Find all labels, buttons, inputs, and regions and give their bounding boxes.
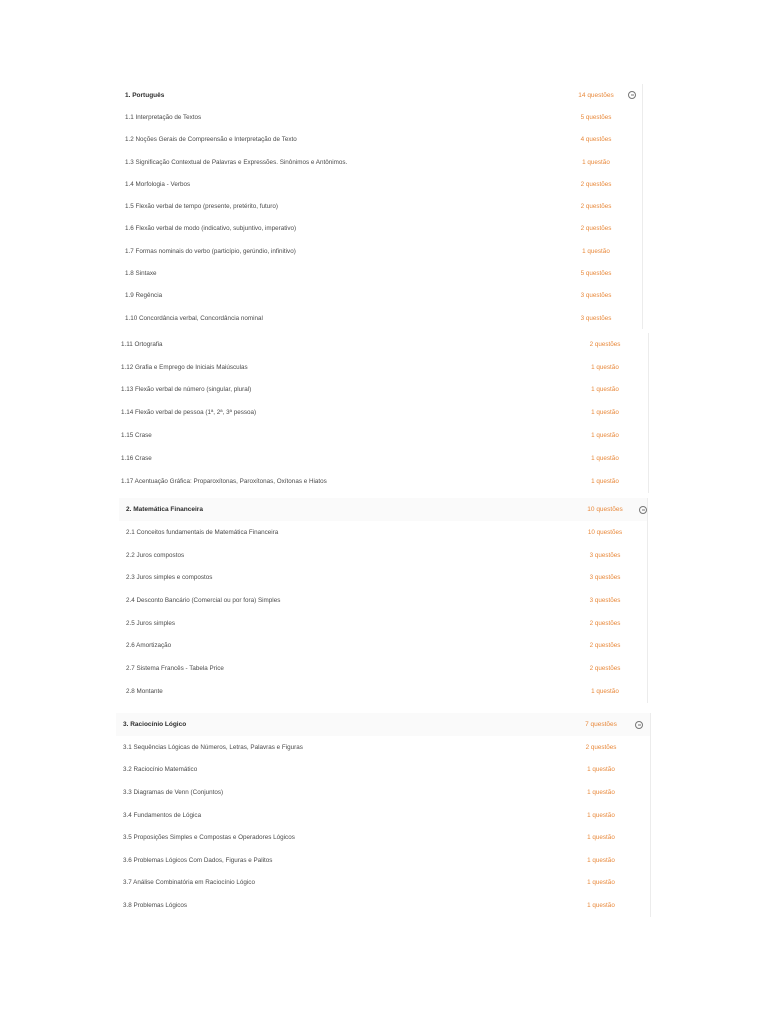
item-label: 1.13 Flexão verbal de número (singular, plural): [121, 386, 252, 394]
list-item[interactable]: [116, 736, 650, 759]
item-count: 1 questão: [587, 788, 615, 796]
list-item[interactable]: [116, 401, 648, 424]
item-label: 3.3 Diagramas de Venn (Conjuntos): [123, 788, 224, 796]
list-item[interactable]: [118, 307, 642, 329]
item-count: 3 questões: [589, 596, 621, 604]
item-label: 1.7 Formas nominais do verbo (particípio, gerúndio, infinitivo): [125, 247, 296, 255]
section-count: 7 questões: [585, 721, 617, 728]
item-count: 1 questão: [591, 454, 619, 462]
item-count: 1 questão: [591, 432, 619, 440]
item-count: 3 questões: [589, 551, 621, 559]
collapse-icon[interactable]: [635, 721, 643, 729]
item-count: 1 questão: [591, 687, 619, 695]
section-raciocinio-logico: [116, 713, 651, 917]
item-count: 2 questões: [589, 642, 621, 650]
list-item[interactable]: [118, 240, 642, 262]
item-label: 2.7 Sistema Francês - Tabela Price: [126, 664, 224, 672]
list-item[interactable]: [116, 872, 650, 895]
item-label: 1.5 Flexão verbal de tempo (presente, pretérito, futuro): [125, 203, 278, 211]
list-item[interactable]: [118, 195, 642, 217]
item-count: 1 questão: [582, 247, 610, 255]
collapse-icon[interactable]: [628, 91, 636, 99]
item-label: 3.2 Raciocínio Matemático: [123, 766, 198, 774]
item-count: 3 questões: [580, 314, 612, 322]
list-item[interactable]: [116, 470, 648, 493]
list-item[interactable]: [119, 612, 647, 635]
item-count: 1 questão: [582, 158, 610, 166]
list-item[interactable]: [118, 173, 642, 195]
item-label: 1.11 Ortografia: [121, 340, 163, 348]
item-label: 2.5 Juros simples: [126, 619, 175, 627]
item-label: 1.6 Flexão verbal de modo (indicativo, subjuntivo, imperativo): [125, 225, 297, 233]
list-item[interactable]: [118, 129, 642, 151]
list-item[interactable]: [116, 781, 650, 804]
section-portugues: [118, 84, 643, 329]
list-item[interactable]: [116, 379, 648, 402]
list-item[interactable]: [116, 849, 650, 872]
item-label: 1.12 Grafia e Emprego de Iniciais Maiúsculas: [121, 363, 248, 371]
item-label: 3.5 Proposições Simples e Compostas e Operadores Lógicos: [123, 834, 295, 842]
item-label: 1.17 Acentuação Gráfica: Proparoxítonas, Paroxítonas, Oxítonas e Hiatos: [121, 477, 327, 485]
item-label: 1.8 Sintaxe: [125, 270, 157, 278]
list-item[interactable]: [116, 333, 648, 356]
item-label: 1.4 Morfologia - Verbos: [125, 180, 191, 188]
item-label: 1.15 Crase: [121, 432, 152, 440]
list-item[interactable]: [119, 566, 647, 589]
item-count: 1 questão: [587, 856, 615, 864]
item-label: 1.10 Concordância verbal, Concordância nominal: [125, 314, 263, 322]
list-item[interactable]: [119, 589, 647, 612]
item-label: 1.14 Flexão verbal de pessoa (1ª, 2ª, 3ª pessoa): [121, 409, 257, 417]
item-label: 3.4 Fundamentos de Lógica: [123, 811, 202, 819]
item-label: 2.8 Montante: [126, 687, 163, 695]
list-item[interactable]: [116, 356, 648, 379]
item-count: 4 questões: [580, 136, 612, 144]
list-item[interactable]: [116, 826, 650, 849]
section-title: 2. Matemática Financeira: [126, 506, 203, 513]
item-count: 1 questão: [587, 766, 615, 774]
list-item[interactable]: [118, 151, 642, 173]
list-item[interactable]: [116, 424, 648, 447]
item-label: 3.8 Problemas Lógicos: [123, 901, 188, 909]
list-item[interactable]: [118, 262, 642, 284]
item-count: 1 questão: [591, 409, 619, 417]
collapse-icon[interactable]: [639, 506, 647, 514]
section-header[interactable]: [119, 498, 647, 521]
item-label: 2.4 Desconto Bancário (Comercial ou por fora) Simples: [126, 596, 281, 604]
section-count: 10 questões: [587, 506, 623, 513]
item-label: 2.1 Conceitos fundamentais de Matemática Financeira: [126, 528, 279, 536]
list-item[interactable]: [118, 106, 642, 128]
item-count: 5 questões: [580, 113, 612, 121]
list-item[interactable]: [116, 447, 648, 470]
section-header[interactable]: [116, 713, 650, 736]
item-label: 3.1 Sequências Lógicas de Números, Letras, Palavras e Figuras: [123, 743, 303, 751]
item-count: 1 questão: [591, 386, 619, 394]
item-count: 1 questão: [587, 834, 615, 842]
section-matematica-financeira: [119, 498, 648, 703]
section-title: 3. Raciocínio Lógico: [123, 721, 187, 728]
item-count: 2 questões: [585, 743, 617, 751]
item-label: 2.2 Juros compostos: [126, 551, 185, 559]
list-item[interactable]: [119, 634, 647, 657]
list-item[interactable]: [118, 218, 642, 240]
item-label: 1.1 Interpretação de Textos: [125, 113, 202, 121]
list-item[interactable]: [116, 894, 650, 917]
section-header[interactable]: [118, 84, 642, 106]
section-title: 1. Português: [125, 91, 165, 99]
list-item[interactable]: [116, 759, 650, 782]
item-count: 2 questões: [589, 340, 621, 348]
list-item[interactable]: [119, 680, 647, 703]
list-item[interactable]: [116, 804, 650, 827]
list-item[interactable]: [119, 544, 647, 567]
item-label: 1.16 Crase: [121, 454, 152, 462]
item-count: 1 questão: [587, 879, 615, 887]
item-count: 1 questão: [591, 477, 619, 485]
section-count: 14 questões: [578, 91, 614, 99]
item-count: 2 questões: [580, 203, 612, 211]
item-count: 2 questões: [589, 664, 621, 672]
item-label: 1.9 Regência: [125, 292, 163, 300]
item-count: 10 questões: [587, 528, 623, 536]
item-label: 1.2 Noções Gerais de Compreensão e Interpretação de Texto: [125, 136, 297, 144]
list-item[interactable]: [118, 285, 642, 307]
item-count: 3 questões: [580, 292, 612, 300]
item-count: 2 questões: [580, 180, 612, 188]
item-count: 1 questão: [587, 901, 615, 909]
item-label: 3.7 Análise Combinatória em Raciocínio Lógico: [123, 879, 255, 887]
item-count: 1 questão: [587, 811, 615, 819]
item-label: 1.3 Significação Contextual de Palavras e Expressões. Sinônimos e Antônimos.: [125, 158, 348, 166]
item-count: 5 questões: [580, 270, 612, 278]
section-portugues-continued: [116, 333, 649, 493]
item-count: 1 questão: [591, 363, 619, 371]
list-item[interactable]: [119, 521, 647, 544]
item-label: 2.6 Amortização: [126, 642, 172, 650]
item-label: 2.3 Juros simples e compostos: [126, 574, 213, 582]
item-count: 2 questões: [580, 225, 612, 233]
list-item[interactable]: [119, 657, 647, 680]
item-count: 2 questões: [589, 619, 621, 627]
item-count: 3 questões: [589, 574, 621, 582]
item-label: 3.6 Problemas Lógicos Com Dados, Figuras e Palitos: [123, 856, 273, 864]
